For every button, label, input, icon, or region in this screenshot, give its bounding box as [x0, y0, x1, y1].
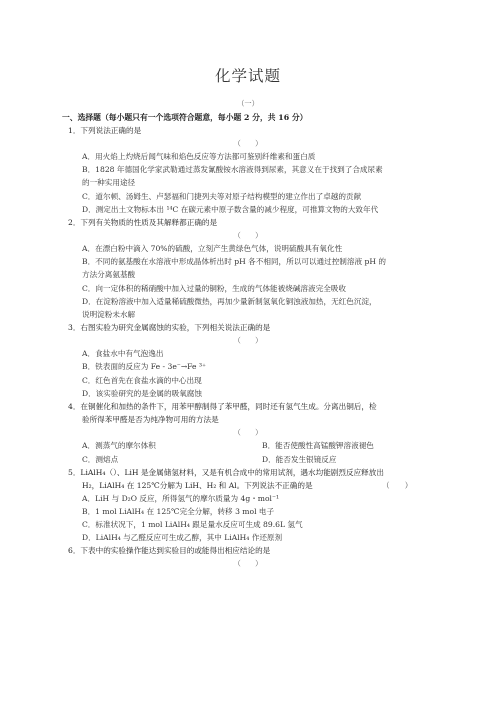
answer-paren-5: （ ） [382, 481, 413, 490]
answer-paren-2: （ ） [233, 231, 263, 240]
question-4-option-c: C．测熔点 [82, 455, 119, 464]
question-2-stem: 2．下列有关物质的性质及其解释都正确的是 [68, 218, 218, 227]
question-3-stem: 3．右图实验为研究金属腐蚀的实验，下列相关说法正确的是 [68, 323, 271, 332]
question-5-stem-cont: H₂，LiAlH₄ 在 125℃分解为 LiH、H₂ 和 Al。下列说法不正确的是 [82, 481, 313, 490]
part-label: （一） [237, 99, 259, 108]
question-5-stem: 5．LiAlH₄（）、LiH 是金属储氢材料，又是有机合成中的常用试剂，遇水均能剧烈反应释放出 [68, 468, 384, 477]
question-2-option-a: A．在漂白粉中滴入 70%的硫酸，立刻产生黄绿色气体，说明硫酸具有氧化性 [82, 244, 343, 253]
question-1-option-d: D．测定出土文物标本出 ¹⁴C 在碳元素中原子数含量的减少程度，可推算文物的大致年代 [82, 205, 379, 214]
question-6-stem: 6．下表中的实验操作能达到实验目的或能得出相应结论的是 [68, 546, 271, 555]
page-title: 化学试题 [214, 67, 281, 85]
answer-paren-6: （ ） [233, 559, 263, 568]
question-3-option-b: B．铁表面的反应为 Fe - 3e⁻→Fe ³⁺ [82, 362, 206, 371]
question-5-option-a: A．LiH 与 D₂O 反应，所得氢气的摩尔质量为 4g・mol⁻¹ [82, 494, 280, 503]
answer-paren-3: （ ） [233, 336, 263, 345]
question-4-stem-cont: 验所得苯甲醛是否为纯净物可用的方法是 [82, 415, 219, 424]
question-1-option-b: B．1828 年德国化学家武勒通过蒸发氰酸铵水溶液得到尿素，其意义在于找到了合成尿素 [82, 165, 383, 174]
question-2-option-d-cont: 说明淀粉未水解 [82, 310, 136, 319]
question-1-option-c: C．道尔顿、汤姆生、卢瑟福和门捷列夫等对原子结构模型的建立作出了卓越的贡献 [82, 192, 362, 201]
section-heading: 一、选择题（每小题只有一个选项符合题意，每小题 2 分，共 16 分） [62, 113, 308, 122]
question-2-option-b: B．不同的氨基酸在水溶液中形成晶体析出时 pH 各不相同，所以可以通过控制溶液 pH 的 [82, 257, 386, 266]
question-2-option-c: C．向一定体积的稀硝酸中加入过量的铜粉，生成的气体能被烧碱溶液完全吸收 [82, 284, 346, 293]
question-5-option-c: C．标准状况下，1 mol LiAlH₄ 跟足量水反应可生成 89.6L 氢气 [82, 520, 303, 529]
question-4-option-b: B．能否使酸性高锰酸钾溶液褪色 [262, 441, 374, 450]
question-1-option-a: A．用火焰上灼烧后闻气味和焰色反应等方法都可鉴别纤维素和蛋白质 [82, 152, 316, 161]
question-5-option-b: B．1 mol LiAlH₄ 在 125℃完全分解，转移 3 mol 电子 [82, 507, 275, 516]
question-1-stem: 1．下列说法正确的是 [68, 126, 142, 135]
question-3-option-c: C．红色首先在食盐水滴的中心出现 [82, 376, 202, 385]
question-5-option-d: D．LiAlH₄ 与乙醛反应可生成乙醇，其中 LiAlH₄ 作还原剂 [82, 533, 283, 542]
question-3-option-a: A．食盐水中有气泡逸出 [82, 349, 164, 358]
answer-paren-4: （ ） [233, 428, 263, 437]
question-3-option-d: D．该实验研究的是金属的吸氧腐蚀 [82, 389, 202, 398]
question-4-option-d: D．能否发生银镜反应 [262, 455, 337, 464]
question-2-option-d: D．在淀粉溶液中加入适量稀硫酸微热，再加少量新制氢氧化铜浊液加热，无红色沉淀， [82, 297, 377, 306]
answer-paren-1: （ ） [233, 139, 263, 148]
question-1-option-b-cont: 的一种实用途径 [82, 178, 136, 187]
question-2-option-b-cont: 方法分离氨基酸 [82, 270, 136, 279]
question-4-option-a: A．测蒸气的摩尔体积 [82, 441, 156, 450]
question-4-stem: 4．在铜催化和加热的条件下，用苯甲醇制得了苯甲醛，同时还有氢气生成。分离出铜后，检 [68, 402, 377, 411]
